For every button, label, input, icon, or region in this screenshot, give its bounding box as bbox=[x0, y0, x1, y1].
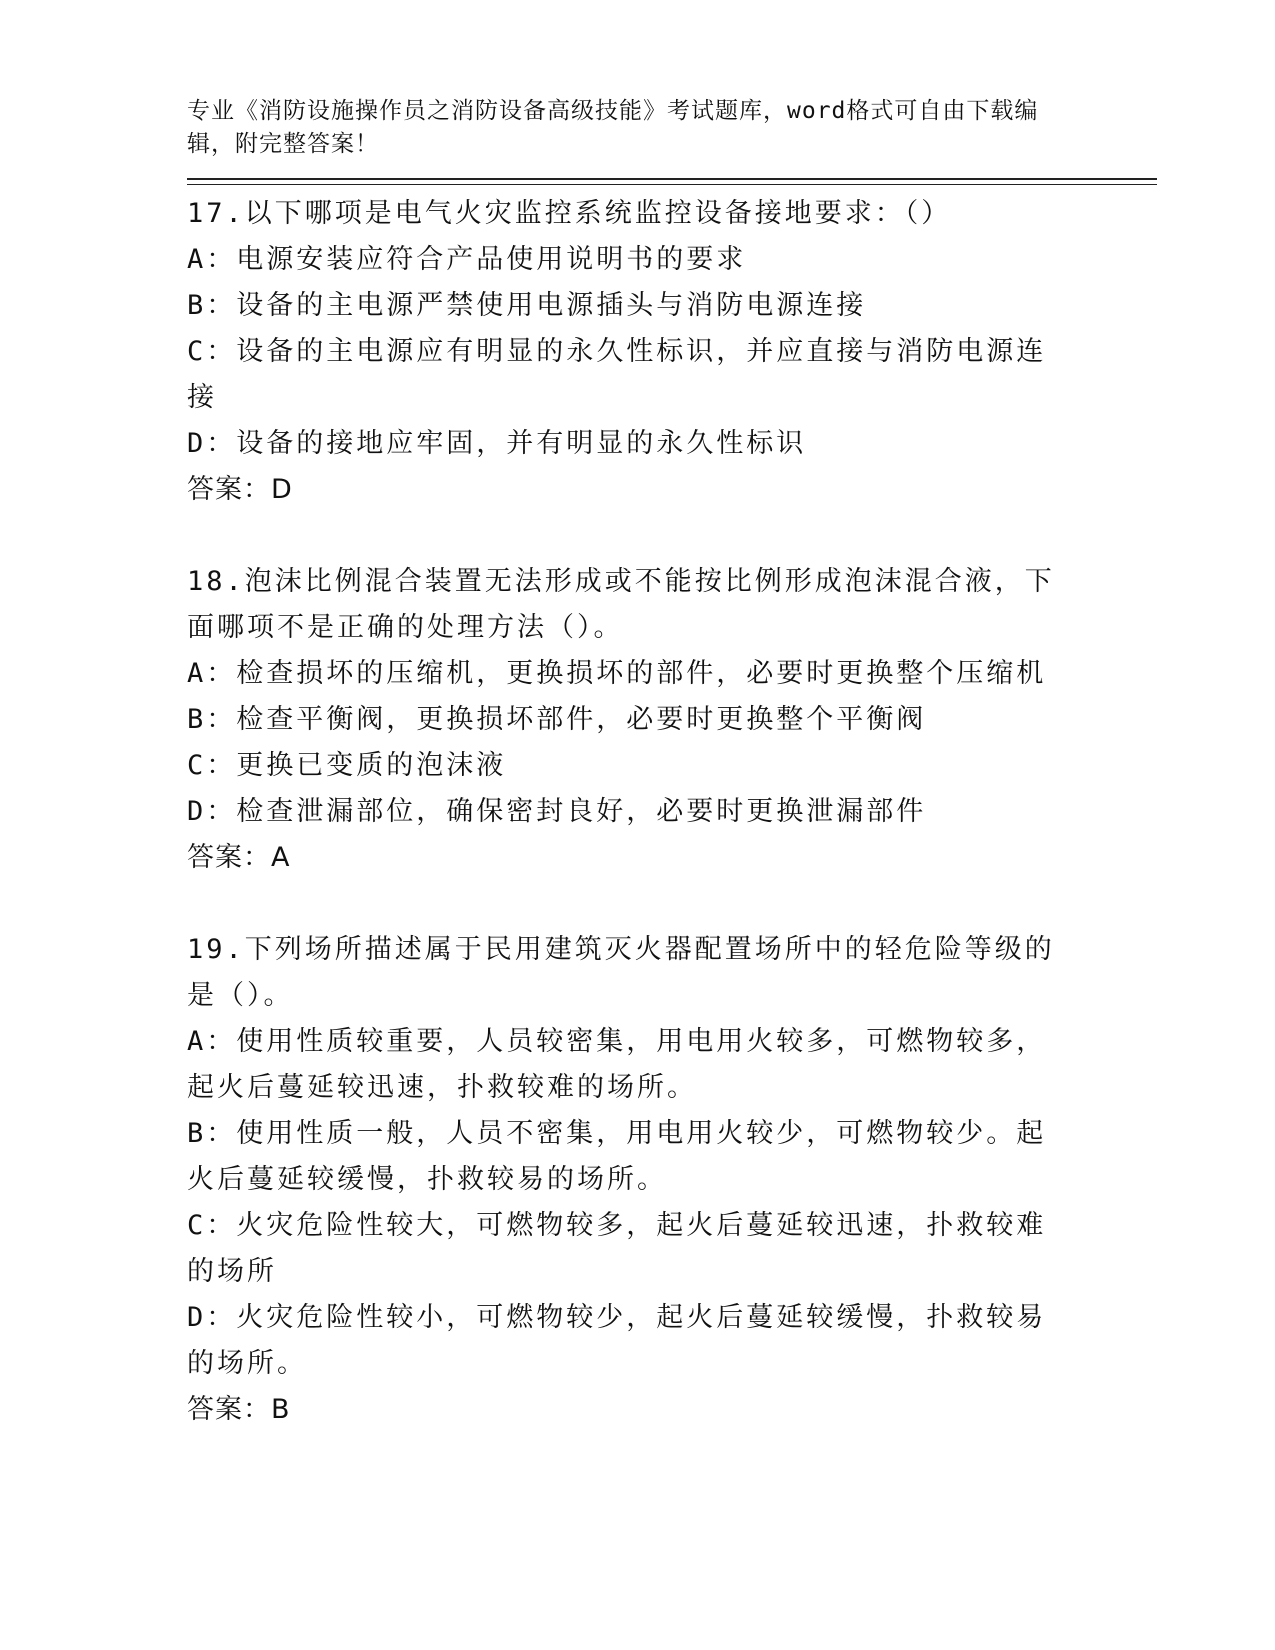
option-c: C：设备的主电源应有明显的永久性标识，并应直接与消防电源连接 bbox=[187, 336, 1047, 413]
option-d: D：设备的接地应牢固，并有明显的永久性标识 bbox=[187, 428, 807, 459]
option-d: D：检查泄漏部位，确保密封良好，必要时更换泄漏部件 bbox=[187, 796, 927, 827]
option-b: B：检查平衡阀，更换损坏部件，必要时更换整个平衡阀 bbox=[187, 704, 927, 735]
question-list bbox=[187, 191, 1067, 1479]
option-a: A：使用性质较重要，人员较密集，用电用火较多，可燃物较多，起火后蔓延较迅速，扑救较难的场所。 bbox=[187, 1026, 1047, 1103]
question-stem: 18.泡沫比例混合装置无法形成或不能按比例形成泡沫混合液，下面哪项不是正确的处理方法（）。 bbox=[187, 566, 1055, 643]
answer-line: 答案：D bbox=[187, 474, 293, 505]
question-stem: 17.以下哪项是电气火灾监控系统监控设备接地要求：（） bbox=[187, 198, 952, 229]
option-b: B：设备的主电源严禁使用电源插头与消防电源连接 bbox=[187, 290, 867, 321]
option-d: D：火灾危险性较小，可燃物较少，起火后蔓延较缓慢，扑救较易的场所。 bbox=[187, 1302, 1047, 1379]
header-rule-thin bbox=[187, 184, 1157, 185]
header-rule-thick bbox=[187, 178, 1157, 180]
option-c: C：火灾危险性较大，可燃物较多，起火后蔓延较迅速，扑救较难的场所 bbox=[187, 1210, 1047, 1287]
answer-line: 答案：A bbox=[187, 842, 291, 873]
answer-line: 答案：B bbox=[187, 1394, 291, 1425]
header-intro: 专业《消防设施操作员之消防设备高级技能》考试题库，word格式可自由下载编辑，附完整答案！ bbox=[187, 98, 1039, 157]
question-stem: 19.下列场所描述属于民用建筑灭火器配置场所中的轻危险等级的是（）。 bbox=[187, 934, 1055, 1011]
question-17 bbox=[187, 191, 1067, 513]
question-19 bbox=[187, 927, 1067, 1433]
option-a: A：检查损坏的压缩机，更换损坏的部件，必要时更换整个压缩机 bbox=[187, 658, 1047, 689]
option-b: B：使用性质一般，人员不密集，用电用火较少，可燃物较少。起火后蔓延较缓慢，扑救较易的场所。 bbox=[187, 1118, 1047, 1195]
option-a: A：电源安装应符合产品使用说明书的要求 bbox=[187, 244, 747, 275]
question-18 bbox=[187, 559, 1067, 881]
option-c: C：更换已变质的泡沫液 bbox=[187, 750, 507, 781]
